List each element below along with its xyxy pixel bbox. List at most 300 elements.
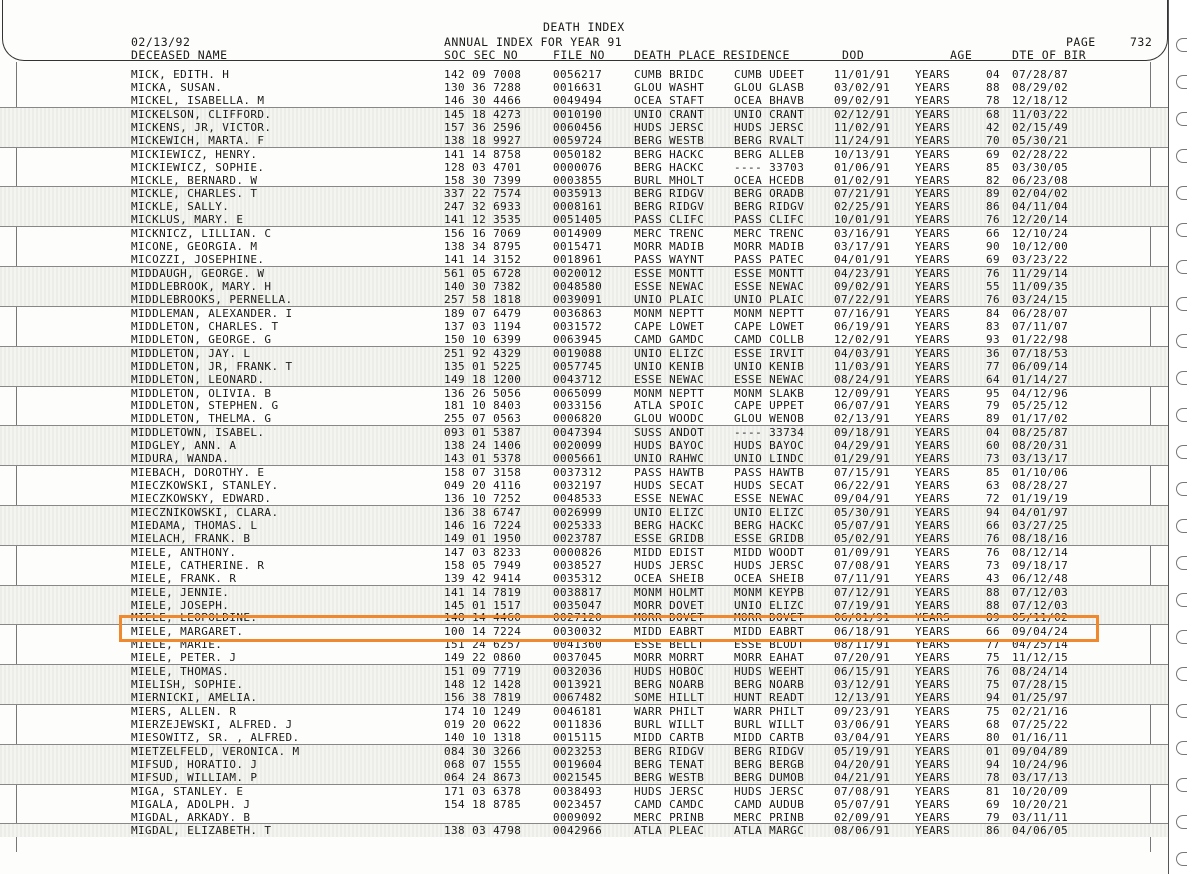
cell-dob: 04/11/04 <box>1012 200 1069 214</box>
cell-dp: MORR MORRT <box>634 651 705 665</box>
feed-hole <box>1176 334 1187 348</box>
cell-yrs: YEARS <box>915 93 951 107</box>
cell-dp: BERG HACKC <box>634 160 705 174</box>
cell-age: 76 <box>985 213 1000 227</box>
cell-age: 66 <box>985 227 1000 241</box>
cell-dod: 02/12/91 <box>834 107 891 121</box>
cell-dp: MIDD CARTB <box>634 730 705 744</box>
cell-ssn: 189 07 6479 <box>444 306 522 320</box>
cell-file: 0019604 <box>553 757 603 771</box>
cell-name: MIDDLETON, GEORGE. G <box>131 332 272 346</box>
cell-ssn: 143 01 5378 <box>444 452 522 466</box>
tractor-feed-holes <box>1172 0 1200 874</box>
cell-file: 0046181 <box>553 705 603 718</box>
cell-dp: BURL WILLT <box>634 717 705 731</box>
cell-ssn: 136 26 5056 <box>444 386 522 400</box>
cell-res: MORR DOVET <box>734 611 805 625</box>
feed-hole <box>1176 149 1187 163</box>
cell-file: 0013921 <box>553 678 603 692</box>
cell-dp: MONM HOLMT <box>634 585 705 599</box>
cell-name: MIGA, STANLEY. E <box>131 784 244 798</box>
cell-res: ESSE NEWAC <box>734 492 805 505</box>
cell-yrs: YEARS <box>915 133 951 147</box>
cell-res: BERG BERGB <box>734 757 805 771</box>
cell-dob: 11/03/22 <box>1012 107 1069 121</box>
cell-dob: 11/09/35 <box>1012 280 1069 293</box>
cell-name: MICKLE, CHARLES. T <box>131 187 258 201</box>
cell-res: CAPE UPPET <box>734 399 805 413</box>
cell-yrs: YEARS <box>915 810 951 824</box>
cell-age: 04 <box>985 68 1000 81</box>
feed-hole <box>1176 297 1187 311</box>
table-row <box>0 691 1168 704</box>
cell-yrs: YEARS <box>915 479 951 493</box>
cell-ssn: 146 30 4466 <box>444 93 522 107</box>
cell-dob: 12/20/14 <box>1012 213 1069 227</box>
cell-age: 73 <box>985 558 1000 572</box>
cell-yrs: YEARS <box>915 757 951 771</box>
cell-dp: BERG TENAT <box>634 757 705 771</box>
cell-dp: MERC TRENC <box>634 227 705 241</box>
cell-dp: BERG RIDGV <box>634 187 705 201</box>
cell-dod: 09/02/91 <box>834 280 891 293</box>
cell-name: MIELE, CATHERINE. R <box>131 558 265 572</box>
cell-dod: 11/02/91 <box>834 120 891 134</box>
cell-age: 43 <box>985 571 1000 585</box>
feed-hole <box>1176 408 1187 422</box>
cell-dp: HUDS JERSC <box>634 120 705 134</box>
cell-age: 88 <box>985 585 1000 599</box>
cell-name: MIELACH, FRANK. B <box>131 531 251 545</box>
table-row <box>0 811 1168 824</box>
cell-dob: 09/18/17 <box>1012 558 1069 572</box>
cell-res: MIDD EABRT <box>734 625 805 639</box>
cell-age: 80 <box>985 730 1000 744</box>
cell-ssn: 151 24 6257 <box>444 638 522 652</box>
cell-file: 0027120 <box>553 611 603 625</box>
cell-age: 83 <box>985 319 1000 333</box>
cell-name: MICKIEWICZ, SOPHIE. <box>131 160 265 174</box>
cell-ssn: 151 09 7719 <box>444 665 522 679</box>
cell-yrs: YEARS <box>915 492 951 505</box>
cell-dod: 04/23/91 <box>834 267 891 281</box>
cell-dod: 05/07/91 <box>834 518 891 532</box>
cell-ssn: 137 03 1194 <box>444 319 522 333</box>
cell-dob: 07/28/15 <box>1012 678 1069 692</box>
cell-name: MIELE, MARIE. <box>131 638 223 652</box>
cell-dod: 04/29/91 <box>834 439 891 453</box>
table-row <box>0 704 1168 718</box>
cell-ssn: 149 18 1200 <box>444 372 522 386</box>
cell-dp: GLOU WASHT <box>634 80 705 94</box>
cell-res: MIDD WOODT <box>734 545 805 559</box>
cell-name: MIECZKOWSKY, EDWARD. <box>131 492 272 505</box>
cell-name: MIELE, JENNIE. <box>131 585 230 599</box>
table-row <box>0 479 1168 492</box>
cell-dp: WARR PHILT <box>634 705 705 718</box>
cell-dp: GLOU WOODC <box>634 412 705 426</box>
table-row <box>0 147 1168 161</box>
cell-dp: BERG WESTB <box>634 770 705 784</box>
cell-ssn: 100 14 7224 <box>444 625 522 639</box>
cell-age: 79 <box>985 399 1000 413</box>
cell-dob: 01/14/27 <box>1012 372 1069 386</box>
cell-age: 81 <box>985 784 1000 798</box>
cell-yrs: YEARS <box>915 412 951 426</box>
cell-yrs: YEARS <box>915 717 951 731</box>
cell-name: MIDDLEMAN, ALEXANDER. I <box>131 306 293 320</box>
cell-dod: 01/06/91 <box>834 160 891 174</box>
table-row <box>0 81 1168 94</box>
page-label: PAGE <box>1066 35 1096 49</box>
cell-file: 0020099 <box>553 439 603 453</box>
cell-name: MIFSUD, HORATIO. J <box>131 757 258 771</box>
cell-ssn: 135 01 5225 <box>444 359 522 373</box>
cell-dod: 08/24/91 <box>834 372 891 386</box>
cell-dob: 06/12/48 <box>1012 571 1069 585</box>
cell-dob: 03/23/22 <box>1012 253 1069 267</box>
cell-ssn: 140 30 7382 <box>444 280 522 293</box>
cell-res: ---- 33734 <box>734 426 805 440</box>
cell-file: 0000076 <box>553 160 603 174</box>
cell-ssn: 138 34 8795 <box>444 240 522 254</box>
cell-name: MIDDLETON, JR, FRANK. T <box>131 359 293 373</box>
cell-dp: ESSE GRIDB <box>634 531 705 545</box>
cell-age: 94 <box>985 691 1000 705</box>
table-row <box>0 399 1168 412</box>
cell-yrs: YEARS <box>915 332 951 346</box>
cell-age: 66 <box>985 518 1000 532</box>
cell-res: CUMB UDEET <box>734 68 805 81</box>
cell-res: HUDS BAYOC <box>734 439 805 453</box>
cell-yrs: YEARS <box>915 625 951 639</box>
cell-age: 78 <box>985 93 1000 107</box>
cell-ssn: 149 01 1950 <box>444 531 522 545</box>
cell-res: BERG DUMOB <box>734 770 805 784</box>
cell-dod: 07/19/91 <box>834 598 891 612</box>
cell-dod: 07/08/91 <box>834 558 891 572</box>
cell-age: 72 <box>985 492 1000 505</box>
cell-yrs: YEARS <box>915 267 951 281</box>
cell-dod: 08/11/91 <box>834 638 891 652</box>
cell-dp: BERG HACKC <box>634 147 705 161</box>
cell-name: MICK, EDITH. H <box>131 68 230 81</box>
cell-res: BERG RVALT <box>734 133 805 147</box>
cell-name: MICKEWICH, MARTA. F <box>131 133 265 147</box>
cell-dob: 11/12/15 <box>1012 651 1069 665</box>
table-row <box>0 200 1168 213</box>
cell-dod: 03/06/91 <box>834 717 891 731</box>
cell-yrs: YEARS <box>915 531 951 545</box>
cell-ssn: 084 30 3266 <box>444 744 522 758</box>
cell-dp: BURL MHOLT <box>634 173 705 187</box>
cell-file: 0009092 <box>553 810 603 824</box>
cell-yrs: YEARS <box>915 638 951 652</box>
cell-age: 69 <box>985 253 1000 267</box>
cell-dod: 05/30/91 <box>834 505 891 519</box>
cell-ssn: 148 12 1428 <box>444 678 522 692</box>
cell-dob: 05/11/02 <box>1012 611 1069 625</box>
table-row <box>0 293 1168 306</box>
cell-age: 63 <box>985 479 1000 493</box>
cell-ssn: 337 22 7574 <box>444 187 522 201</box>
cell-dp: HUDS JERSC <box>634 784 705 798</box>
cell-name: MIDDLETON, OLIVIA. B <box>131 386 272 400</box>
table-row <box>0 572 1168 585</box>
cell-yrs: YEARS <box>915 80 951 94</box>
table-row <box>0 306 1168 320</box>
cell-file: 0021545 <box>553 770 603 784</box>
cell-dp: SOME HILLT <box>634 691 705 705</box>
cell-dp: UNIO ELIZC <box>634 346 705 360</box>
cell-file: 0065099 <box>553 386 603 400</box>
cell-age: 70 <box>985 133 1000 147</box>
table-row <box>0 68 1168 81</box>
cell-file: 0032036 <box>553 665 603 679</box>
cell-dod: 06/18/91 <box>834 625 891 639</box>
cell-dod: 11/01/91 <box>834 68 891 81</box>
cell-age: 93 <box>985 332 1000 346</box>
cell-yrs: YEARS <box>915 744 951 758</box>
feed-hole <box>1176 223 1187 237</box>
cell-res: ---- 33703 <box>734 160 805 174</box>
cell-dob: 06/09/14 <box>1012 359 1069 373</box>
cell-file: 0032197 <box>553 479 603 493</box>
cell-file: 0043712 <box>553 372 603 386</box>
cell-file: 0038817 <box>553 585 603 599</box>
cell-yrs: YEARS <box>915 730 951 744</box>
cell-dob: 03/30/05 <box>1012 160 1069 174</box>
col-header-dod: DOD <box>842 48 865 62</box>
cell-dp: MONM NEPTT <box>634 386 705 400</box>
cell-age: 94 <box>985 757 1000 771</box>
cell-dod: 02/13/91 <box>834 412 891 426</box>
cell-age: 04 <box>985 426 1000 440</box>
cell-ssn: 158 30 7399 <box>444 173 522 187</box>
cell-age: 85 <box>985 466 1000 480</box>
cell-res: PASS PATEC <box>734 253 805 267</box>
cell-ssn: 255 07 0563 <box>444 412 522 426</box>
cell-dod: 05/19/91 <box>834 744 891 758</box>
cell-dob: 06/28/07 <box>1012 306 1069 320</box>
cell-dp: HUDS SECAT <box>634 479 705 493</box>
cell-name: MIELISH, SOPHIE. <box>131 678 244 692</box>
cell-yrs: YEARS <box>915 346 951 360</box>
table-row <box>0 758 1168 771</box>
cell-dod: 07/22/91 <box>834 292 891 306</box>
cell-dp: UNIO KENIB <box>634 359 705 373</box>
cell-dp: ESSE BELLT <box>634 638 705 652</box>
cell-ssn: 156 16 7069 <box>444 227 522 241</box>
cell-dp: MIDD EDIST <box>634 545 705 559</box>
cell-age: 90 <box>985 240 1000 254</box>
cell-age: 64 <box>985 372 1000 386</box>
cell-dod: 01/09/91 <box>834 545 891 559</box>
cell-dob: 02/21/16 <box>1012 705 1069 718</box>
cell-ssn: 130 36 7288 <box>444 80 522 94</box>
cell-yrs: YEARS <box>915 651 951 665</box>
cell-file: 0015471 <box>553 240 603 254</box>
cell-res: CAMD AUDUB <box>734 797 805 811</box>
table-row <box>0 240 1168 253</box>
table-row <box>0 266 1168 280</box>
feed-hole <box>1176 815 1187 829</box>
cell-age: 69 <box>985 797 1000 811</box>
cell-dod: 02/09/91 <box>834 810 891 824</box>
cell-res: MONM KEYPB <box>734 585 805 599</box>
cell-file: 0014909 <box>553 227 603 241</box>
cell-ssn: 174 10 1249 <box>444 705 522 718</box>
table-row <box>0 771 1168 784</box>
cell-dod: 08/06/91 <box>834 824 891 838</box>
cell-dod: 03/04/91 <box>834 730 891 744</box>
cell-dp: UNIO RAHWC <box>634 452 705 466</box>
cell-dob: 03/24/15 <box>1012 292 1069 306</box>
cell-name: MIETZELFELD, VERONICA. M <box>131 744 300 758</box>
cell-yrs: YEARS <box>915 386 951 400</box>
cell-dod: 07/15/91 <box>834 466 891 480</box>
cell-yrs: YEARS <box>915 306 951 320</box>
cell-dob: 03/13/17 <box>1012 452 1069 466</box>
cell-ssn: 149 22 0860 <box>444 651 522 665</box>
cell-name: MIERZEJEWSKI, ALFRED. J <box>131 717 293 731</box>
cell-yrs: YEARS <box>915 292 951 306</box>
cell-dob: 01/17/02 <box>1012 412 1069 426</box>
cell-ssn: 181 10 8403 <box>444 399 522 413</box>
cell-dob: 08/28/27 <box>1012 479 1069 493</box>
cell-yrs: YEARS <box>915 558 951 572</box>
cell-file: 0008161 <box>553 200 603 214</box>
cell-file: 0050182 <box>553 147 603 161</box>
cell-res: CAPE LOWET <box>734 319 805 333</box>
cell-yrs: YEARS <box>915 173 951 187</box>
cell-ssn: 148 14 4460 <box>444 611 522 625</box>
table-row <box>0 465 1168 479</box>
cell-age: 60 <box>985 439 1000 453</box>
cell-res: MIDD CARTB <box>734 730 805 744</box>
cell-yrs: YEARS <box>915 466 951 480</box>
cell-dod: 01/29/91 <box>834 452 891 466</box>
cell-res: UNIO ELIZC <box>734 598 805 612</box>
cell-age: 76 <box>985 545 1000 559</box>
cell-age: 76 <box>985 531 1000 545</box>
cell-file: 0006820 <box>553 412 603 426</box>
cell-dod: 12/13/91 <box>834 691 891 705</box>
col-header-dob: DTE OF BIR <box>1012 48 1087 62</box>
cell-ssn: 064 24 8673 <box>444 770 522 784</box>
feed-hole <box>1176 482 1187 496</box>
cell-dob: 08/20/31 <box>1012 439 1069 453</box>
cell-res: OCEA BHAVB <box>734 93 805 107</box>
cell-name: MIDDLETON, LEONARD. <box>131 372 265 386</box>
cell-name: MIDDLEBROOK, MARY. H <box>131 280 272 293</box>
table-row <box>0 94 1168 107</box>
cell-yrs: YEARS <box>915 545 951 559</box>
cell-file: 0037045 <box>553 651 603 665</box>
cell-file: 0016631 <box>553 80 603 94</box>
cell-ssn: 157 36 2596 <box>444 120 522 134</box>
cell-dp: OCEA SHEIB <box>634 571 705 585</box>
cell-ssn: 138 18 9927 <box>444 133 522 147</box>
cell-ssn: 142 09 7008 <box>444 68 522 81</box>
cell-name: MICKLE, BERNARD. W <box>131 173 258 187</box>
cell-dob: 07/12/03 <box>1012 598 1069 612</box>
cell-res: ESSE GRIDB <box>734 531 805 545</box>
cell-dod: 11/03/91 <box>834 359 891 373</box>
cell-name: MICKEL, ISABELLA. M <box>131 93 265 107</box>
cell-yrs: YEARS <box>915 147 951 161</box>
cell-res: BERG RIDGV <box>734 200 805 214</box>
cell-ssn: 247 32 6933 <box>444 200 522 214</box>
table-row <box>0 346 1168 360</box>
col-header-ssn: SOC SEC NO <box>444 48 519 62</box>
cell-dp: UNIO ELIZC <box>634 505 705 519</box>
cell-age: 89 <box>985 611 1000 625</box>
table-row <box>0 532 1168 545</box>
cell-dod: 06/19/91 <box>834 319 891 333</box>
cell-dp: ESSE NEWAC <box>634 280 705 293</box>
cell-res: BERG RIDGV <box>734 744 805 758</box>
feed-hole <box>1176 704 1187 718</box>
cell-res: CAMD COLLB <box>734 332 805 346</box>
cell-dod: 06/22/91 <box>834 479 891 493</box>
cell-ssn: 093 01 5387 <box>444 426 522 440</box>
cell-dob: 07/25/22 <box>1012 717 1069 731</box>
cell-dod: 04/03/91 <box>834 346 891 360</box>
cell-yrs: YEARS <box>915 585 951 599</box>
cell-dp: BERG RIDGV <box>634 744 705 758</box>
cell-dp: MORR MADIB <box>634 240 705 254</box>
cell-res: UNIO LINDC <box>734 452 805 466</box>
col-header-file: FILE NO <box>553 48 605 62</box>
cell-name: MIELE, LEOPOLDINE. <box>131 611 258 625</box>
cell-dod: 06/07/91 <box>834 399 891 413</box>
cell-yrs: YEARS <box>915 187 951 201</box>
cell-dob: 03/17/13 <box>1012 770 1069 784</box>
cell-res: HUDS SECAT <box>734 479 805 493</box>
cell-name: MIECZNIKOWSKI, CLARA. <box>131 505 279 519</box>
cell-res: MERC PRINB <box>734 810 805 824</box>
cell-name: MIDDLETON, STEPHEN. G <box>131 399 279 413</box>
table-row <box>0 134 1168 147</box>
cell-age: 95 <box>985 386 1000 400</box>
col-header-name: DECEASED NAME <box>131 48 228 62</box>
highlighted-record-row <box>0 599 1168 612</box>
cell-dob: 05/25/12 <box>1012 399 1069 413</box>
cell-dob: 01/22/98 <box>1012 332 1069 346</box>
cell-res: BERG ORADB <box>734 187 805 201</box>
cell-file: 0048533 <box>553 492 603 505</box>
cell-dod: 12/09/91 <box>834 386 891 400</box>
cell-file: 0039091 <box>553 292 603 306</box>
cell-yrs: YEARS <box>915 705 951 718</box>
cell-dp: ESSE NEWAC <box>634 492 705 505</box>
cell-ssn: 158 07 3158 <box>444 466 522 480</box>
cell-age: 88 <box>985 80 1000 94</box>
cell-age: 68 <box>985 717 1000 731</box>
cell-file: 0025333 <box>553 518 603 532</box>
cell-dob: 08/25/87 <box>1012 426 1069 440</box>
cell-yrs: YEARS <box>915 691 951 705</box>
cell-age: 86 <box>985 824 1000 838</box>
cell-res: HUDS JERSC <box>734 120 805 134</box>
cell-ssn: 138 24 1406 <box>444 439 522 453</box>
cell-age: 68 <box>985 107 1000 121</box>
table-row <box>0 174 1168 187</box>
cell-ssn: 141 14 3152 <box>444 253 522 267</box>
cell-ssn: 146 16 7224 <box>444 518 522 532</box>
cell-file: 0036863 <box>553 306 603 320</box>
